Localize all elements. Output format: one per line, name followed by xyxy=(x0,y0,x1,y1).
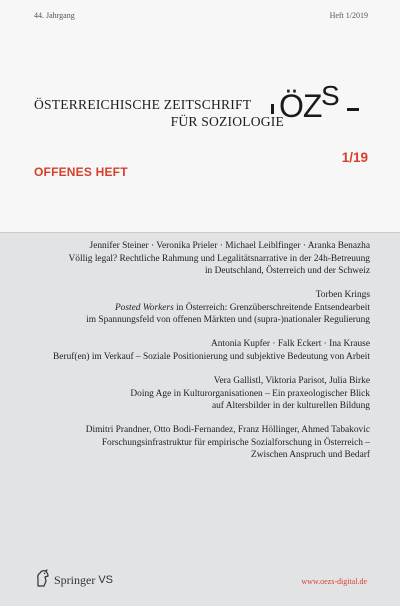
journal-title-line-1: ÖSTERREICHISCHE ZEITSCHRIFT xyxy=(34,97,252,112)
article-entry xyxy=(28,375,370,413)
issue-number: 1/19 xyxy=(341,150,368,165)
publisher-name: Springer xyxy=(54,572,96,587)
article-title: Doing Age in Kulturorganisationen – Ein praxeologischer Blick xyxy=(130,388,370,399)
article-authors: Vera Gallistl, Viktoria Parisot, Julia Birke xyxy=(213,375,370,386)
article-authors: Jennifer Steiner · Veronika Prieler · Michael Leiblfinger · Aranka Benazha xyxy=(89,241,370,251)
logo-oz-text: ÖZ xyxy=(279,88,322,124)
oezs-logo xyxy=(263,78,373,128)
article-title: auf Altersbilder in der kulturellen Bildung xyxy=(211,401,370,412)
issue-label: Heft 1/2019 xyxy=(329,11,368,20)
article-authors: Torben Krings xyxy=(315,290,370,301)
logo-tick-mark xyxy=(271,104,274,114)
article-authors: Antonia Kupfer · Falk Eckert · Ina Krause xyxy=(210,339,370,350)
article-entry xyxy=(28,240,370,278)
journal-title xyxy=(34,96,284,130)
article-entry xyxy=(28,289,370,327)
logo-s-text: S xyxy=(321,80,340,111)
section-title: OFFENES HEFT xyxy=(34,165,128,179)
article-title: Forschungsinfrastruktur für empirische Sozialforschung in Österreich – xyxy=(101,437,370,448)
article-authors: Dimitri Prandner, Otto Bodi-Fernandez, Franz Höllinger, Ahmed Tabakovic xyxy=(85,425,370,436)
article-title: Völlig legal? Rechtliche Rahmung und Legalitätsnarrative in der 24h-Betreuung xyxy=(68,253,370,264)
article-title-italic: Posted Workers xyxy=(114,302,174,313)
article-title xyxy=(28,302,370,315)
article-title: Beruf(en) im Verkauf – Soziale Positionierung und subjektive Bedeutung von Arbeit xyxy=(53,351,370,362)
publisher-suffix: VS xyxy=(98,574,114,586)
article-title: im Spannungsfeld von offenen Märkten und (supra-)nationaler Regulierung xyxy=(86,315,370,326)
article-title: Zwischen Anspruch und Bedarf xyxy=(251,450,370,461)
article-title: in Deutschland, Österreich und der Schweiz xyxy=(204,266,370,277)
divider xyxy=(0,232,400,233)
journal-title-line-2: FÜR SOZIOLOGIE xyxy=(170,114,284,129)
springer-horse-icon xyxy=(34,569,54,591)
website-link[interactable]: www.oezs-digital.de xyxy=(301,577,367,586)
logo-dash-mark xyxy=(347,108,359,111)
article-list xyxy=(28,240,370,473)
article-entry xyxy=(28,338,370,363)
volume-label: 44. Jahrgang xyxy=(34,11,75,20)
publisher-logo xyxy=(34,570,113,590)
article-entry xyxy=(28,424,370,462)
article-title-rest: in Österreich: Grenzüberschreitende Entsendearbeit xyxy=(173,302,370,313)
